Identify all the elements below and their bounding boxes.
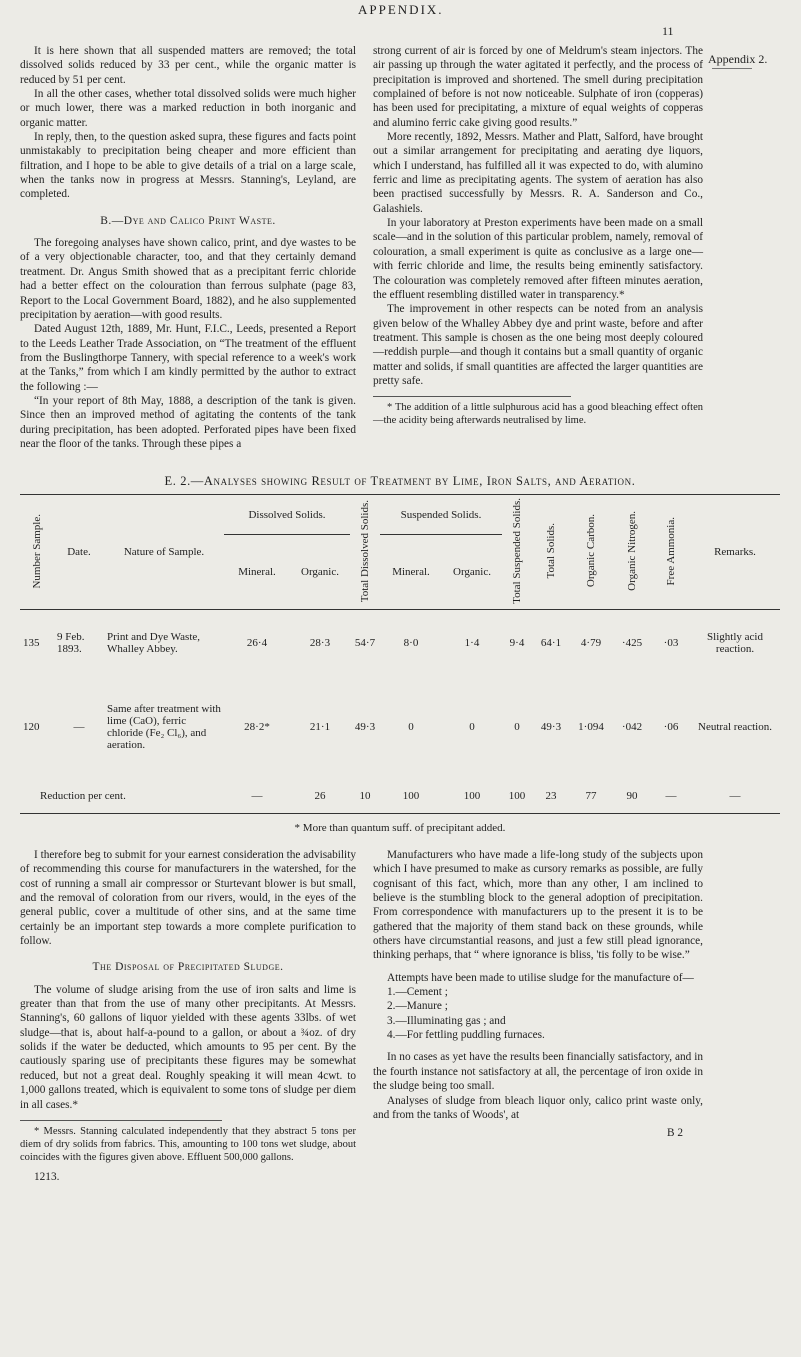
col-total-solids: Total Solids. [532, 496, 570, 609]
paragraph: It is here shown that all suspended matters are removed; the total dissolved solids reduced by 33 per cent., while the organic matter is reduced by 51 per cent. [20, 45, 356, 86]
running-header: APPENDIX. [358, 2, 444, 17]
side-note: Appendix 2. [708, 52, 768, 66]
right-column-top [373, 44, 703, 427]
paragraph: Manufacturers who have made a life-long study of the subjects upon which I have presumed to make as cursory remarks as possible, are fully cognisant of this fact, which, more than any other, I am inclined to believe is the stumbling block to the general adoption of precipitation. From correspondence with manufacturers up to the present it is to be gathered that the majority of them stand back on these grounds, while others have circumstantial reasons, and just a few still plead ignorance, thinking perhaps, that “ where ignorance is bliss, 'tis folly to be wise.” [373, 849, 703, 962]
section-heading: B.—Dye and Calico Print Waste. [100, 214, 276, 227]
list-item: 4.—For fettling puddling furnaces. [387, 1029, 545, 1042]
footer-printer-number: 1213. [34, 1170, 60, 1183]
side-note-rule [712, 68, 752, 69]
table-note: * More than quantum suff. of precipitant added. [294, 822, 506, 834]
col-dissolved-organic: Organic. [290, 535, 350, 610]
paragraph: In reply, then, to the question asked supra, these figures and facts point unmistakably to precipitation being cheaper and more efficient than filtration, and I hope to be able to give details of a trial on a large scale, when the tanks now in progress at Messrs. Stanning's, Leyland, are completed. [20, 131, 356, 201]
footnote: * Messrs. Stanning calculated independently that they abstract 5 tons per diem of dry solids from fabrics. This, amounting to 100 tons wet sludge, about coincides with the figures given above. Effluent 500,000 gallons. [20, 1125, 356, 1163]
right-column-bottom [373, 848, 703, 1141]
paragraph: In all the other cases, whether total dissolved solids were much higher or much lower, there was a marked reduction in both inorganic and organic matter. [20, 88, 356, 129]
col-dissolved-mineral: Mineral. [224, 535, 290, 610]
paragraph: The volume of sludge arising from the use of iron salts and lime is greater than that from the use of many other precipitants. At Messrs. Stanning's, 60 gallons of liquor yielded with these agents 33lbs. of wet sludge—that is, about half-a-pound to a gallon, or about a ¾oz. of dry solids if the water be deducted, which amounts to 95 per cent. By the cautiously sparing use of precipitants these figures may be somewhat reduced, but not a great deal. Roughly speaking it will mean 4cwt. to 1,000 gallons treated, which is equivalent to some tons of sludge per diem in all cases.* [20, 983, 356, 1111]
paragraph: “In your report of 8th May, 1888, a description of the tank is given. Since then an improved method of agitating the contents of the tank during precipitation, has been adopted. Perforated pipes have been fixed near the floor of the tanks. Through these pipes a [20, 394, 356, 450]
table-row: 135 9 Feb. 1893. Print and Dye Waste, Whalley Abbey. 26·4 28·3 54·7 8·0 1·4 9·4 64·1 4·79 ·425 ·03 Slightly acid reaction. [23, 630, 763, 655]
col-nature: Nature of Sample. [104, 496, 224, 609]
paragraph: strong current of air is forced by one of Meldrum's steam injectors. The air passing up through the water agitated it perfectly, and the process of precipitation is improved and shortened. The smell during precipitation complained of before is not now noticeable. Sulphate of iron (copperas) has been used for precipitating, a mixture of equal weights of copperas and alumino ferric cake giving good results.” [373, 45, 703, 129]
col-free-ammonia: Free Ammonia. [652, 496, 690, 609]
paragraph: More recently, 1892, Messrs. Mather and Platt, Salford, have brought out a similar arrangement for precipitating and aerating dye liquors, which I understand, has fulfilled all it was expected to do, with alumino ferric and lime as precipitating agents. The system of aeration has also been practised successfully by Messrs. R. A. Sanderson and Co., Galashiels. [373, 131, 703, 215]
paragraph: In your laboratory at Preston experiments have been made on a small scale—and in the solution of this particular problem, namely, removal of colouration, a small experiment is quite as conclusive as a large one—with ferric chloride and lime, the results being eminently satisfactory. The colouration was completely removed after fifteen minutes aeration, the effluent resembling distilled water in transparency.* [373, 217, 703, 301]
left-column-top [20, 44, 356, 451]
paragraph: Analyses of sludge from bleach liquor only, calico print waste only, and from the tanks of Woods', at [373, 1094, 703, 1121]
section-heading: The Disposal of Precipitated Sludge. [92, 961, 284, 974]
paragraph: Attempts have been made to utilise sludge for the manufacture of— [387, 971, 694, 984]
paragraph: In no cases as yet have the results been financially satisfactory, and in the fourth instance not satisfactory at all, the percentage of iron oxide in the sludge being too small. [373, 1051, 703, 1093]
col-number: Number Sample. [20, 496, 54, 609]
col-suspended-mineral: Mineral. [380, 535, 442, 610]
signature-mark: B 2 [666, 1127, 683, 1140]
paragraph: The foregoing analyses have shown calico, print, and dye wastes to be of a very objectionable character, too, and that they certainly demand treatment. Dr. Angus Smith showed that as a precipitant ferric chloride had a better effect on the colouration than ferrous sulphate (page 83, Report to the Local Government Board, 1882), and he also supplemented precipitation by aeration—with good results. [20, 237, 356, 321]
col-organic-nitrogen: Organic Nitrogen. [612, 496, 652, 609]
col-suspended: Suspended Solids. [380, 496, 502, 535]
paragraph: I therefore beg to submit for your earnest consideration the advisability of recommending this course for manufacturers in the watershed, for the cost of running a small air compressor or Sturtevant blower is but small, and the removal of coloration from our rivers, would, in the eyes of the general public, cover a multitude of other sins, and at the same time certainly be an important step towards a more complete purification to follow. [20, 849, 356, 948]
paragraph: The improvement in other respects can be noted from an analysis given below of the Whalley Abbey dye and print waste, before and after treatment. This sample is chosen as the one being most deeply coloured—reddish purple—and though it contains but a small quantity of organic matter and solids, if small quantities are affected the larger quantities are pretty safe. [373, 303, 703, 387]
list-item: 3.—Illuminating gas ; and [387, 1014, 506, 1027]
page-number: 11 [662, 24, 674, 38]
col-total-dissolved: Total Dissolved Solids. [350, 496, 380, 609]
left-column-bottom [20, 848, 356, 1184]
table-row: 120 — Same after treatment with lime (CaO), ferric chloride (Fe₂ Cl₆), and aeration. 28·2* 21·1 49·3 0 0 0 49·3 1·094 ·042 ·06 Neutral reaction. [23, 703, 772, 752]
table-row-reduction: Reduction per cent. — 26 10 100 100 100 23 77 90 — — [20, 779, 780, 813]
table-top-rule [20, 494, 780, 495]
sludge-uses-list [373, 985, 703, 1042]
list-item: 2.—Manure ; [387, 1000, 448, 1013]
col-total-suspended: Total Suspended Solids. [502, 496, 532, 609]
col-dissolved: Dissolved Solids. [224, 496, 350, 535]
col-organic-carbon: Organic Carbon. [570, 496, 612, 609]
col-remarks: Remarks. [690, 496, 780, 609]
footnote-rule [20, 1120, 222, 1121]
footnote: * The addition of a little sulphurous acid has a good bleaching effect often—the acidity being afterwards neutralised by lime. [373, 402, 703, 427]
list-item: 1.—Cement ; [387, 986, 448, 999]
footnote-rule [373, 396, 571, 397]
paragraph: Dated August 12th, 1889, Mr. Hunt, F.I.C., Leeds, presented a Report to the Leeds Leather Trade Association, on “The treatment of the effluent from the Buslingthorpe Tannery, with special reference to a week's work at the Tanks,” from which I am kindly permitted by the author to extract the following :— [20, 323, 356, 393]
table-title: E. 2.—Analyses showing Result of Treatment by Lime, Iron Salts, and Aeration. [164, 474, 636, 488]
col-date: Date. [54, 496, 104, 609]
col-suspended-organic: Organic. [442, 535, 502, 610]
analysis-table [20, 496, 780, 814]
